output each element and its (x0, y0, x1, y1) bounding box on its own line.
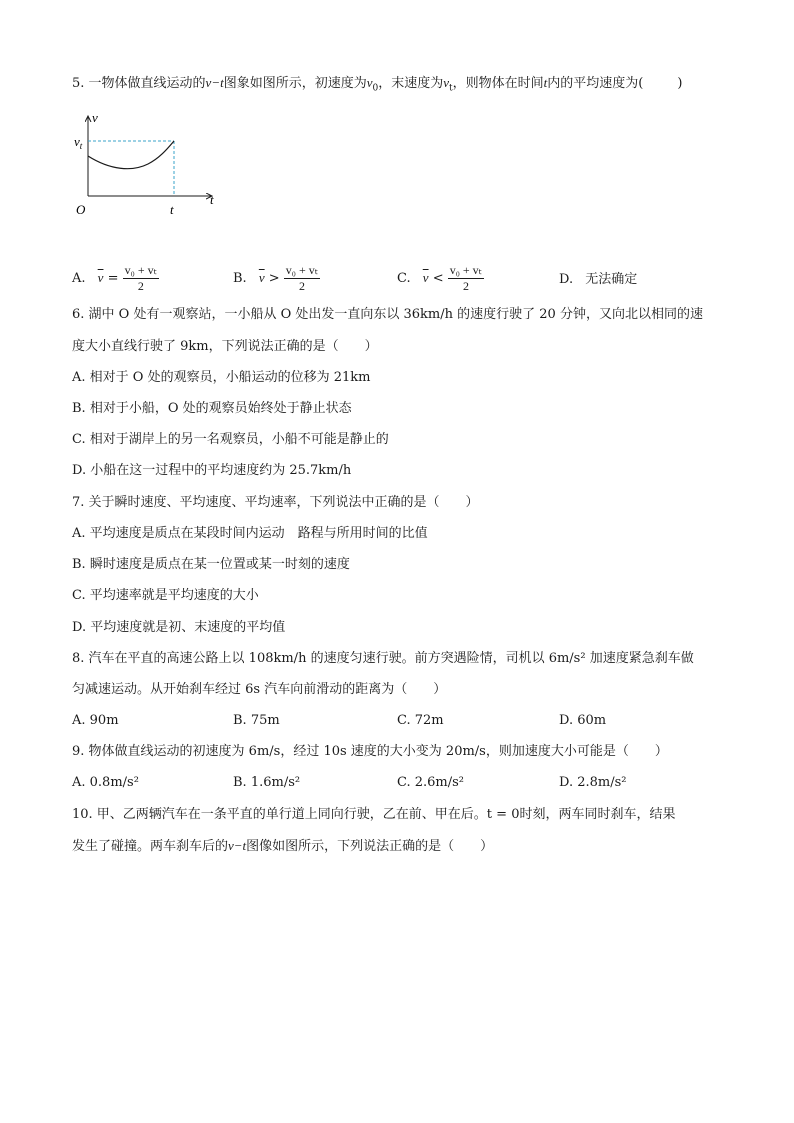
q8-option-c: C. 72m (397, 713, 444, 728)
q9-option-b: B. 1.6m/s² (233, 775, 301, 790)
q7-stem: 7. 关于瞬时速度、平均速度、平均速率，下列说法中正确的是（ ） (72, 495, 479, 510)
q6-option-c: C. 相对于湖岸上的另一名观察员，小船不可能是静止的 (72, 432, 389, 447)
q5-vt-sub: t (449, 83, 453, 94)
q5-axis-t-label: t (210, 192, 214, 207)
q5-option-c: C. $\overline{v}$ < $\frac{\text{v₀ + vₜ}}{2}$ (397, 263, 483, 293)
q5-v0: v (366, 75, 373, 90)
q5-stem-d: ，则物体在时间 (452, 76, 544, 91)
q5-stem-f: ) (677, 76, 683, 91)
q10-stem-line1: 10. 甲、乙两辆汽车在一条平直的单行道上同向行驶，乙在前、甲在后。t = 0时刻，两车同时刹车，结果 (72, 807, 676, 822)
q10-stem-line2: 发生了碰撞。两车刹车后的v−t图像如图所示，下列说法正确的是（ ） (72, 838, 494, 854)
q9-option-a: A. 0.8m/s² (72, 775, 139, 790)
q8-option-d: D. 60m (559, 713, 607, 728)
q8-option-b: B. 75m (233, 713, 280, 728)
q9-stem: 9. 物体做直线运动的初速度为 6m/s，经过 10s 速度的大小变为 20m/s，则加速度大小可能是（ ） (72, 744, 668, 759)
q9-option-d: D. 2.8m/s² (559, 775, 627, 790)
q5-t: t (543, 75, 548, 90)
q5-stem-b: 图象如图所示，初速度为 (223, 76, 367, 91)
q5-v0-sub: 0 (372, 83, 379, 94)
q5-origin-label: O (76, 202, 86, 217)
q5-stem-c: ，末速度为 (378, 76, 444, 91)
q5-stem-a: 5. 一物体做直线运动的 (72, 76, 206, 91)
q5-option-a: A. $\overline{v}$ = $\frac{\text{v₀ + vₜ}}{2}$ (72, 263, 158, 293)
q5-vt-label: v−t (205, 75, 224, 90)
q5-vt-graph (70, 108, 230, 220)
q7-option-a: A. 平均速度是质点在某段时间内运动 路程与所用时间的比值 (72, 526, 428, 541)
q5-vt: v (443, 75, 450, 90)
q6-stem-line1: 6. 湖中 O 处有一观察站，一小船从 O 处出发一直向东以 36km/h 的速度行驶了 20 分钟，又向北以相同的速 (72, 307, 703, 322)
q8-stem-line2: 匀减速运动。从开始刹车经过 6s 汽车向前滑动的距离为（ ） (72, 682, 447, 697)
q5-stem-e: 内的平均速度为( (547, 76, 644, 91)
q6-option-d: D. 小船在这一过程中的平均速度约为 25.7km/h (72, 463, 352, 478)
q6-option-b: B. 相对于小船，O 处的观察员始终处于静止状态 (72, 401, 352, 416)
q8-option-a: A. 90m (72, 713, 119, 728)
q5-axis-v-label: v (92, 110, 98, 125)
q7-option-c: C. 平均速率就是平均速度的大小 (72, 588, 259, 603)
q7-option-d: D. 平均速度就是初、末速度的平均值 (72, 620, 286, 635)
q5-option-d: D. 无法确定 (559, 272, 638, 287)
q5-curve (88, 141, 174, 169)
q9-option-c: C. 2.6m/s² (397, 775, 465, 790)
q6-stem-line2: 度大小直线行驶了 9km，下列说法正确的是（ ） (72, 339, 378, 354)
q6-option-a: A. 相对于 O 处的观察员，小船运动的位移为 21km (72, 370, 371, 385)
q5-t-mark: t (170, 202, 174, 217)
q5-vt-mark: $v_t$ (74, 134, 83, 151)
q5-option-b: B. $\overline{v}$ > $\frac{\text{v₀ + vₜ}}{2}$ (233, 263, 319, 293)
q7-option-b: B. 瞬时速度是质点在某一位置或某一时刻的速度 (72, 557, 350, 572)
q8-stem-line1: 8. 汽车在平直的高速公路上以 108km/h 的速度匀速行驶。前方突遇险情，司机以 6m/s² 加速度紧急刹车做 (72, 651, 694, 666)
q5-stem (72, 74, 682, 98)
